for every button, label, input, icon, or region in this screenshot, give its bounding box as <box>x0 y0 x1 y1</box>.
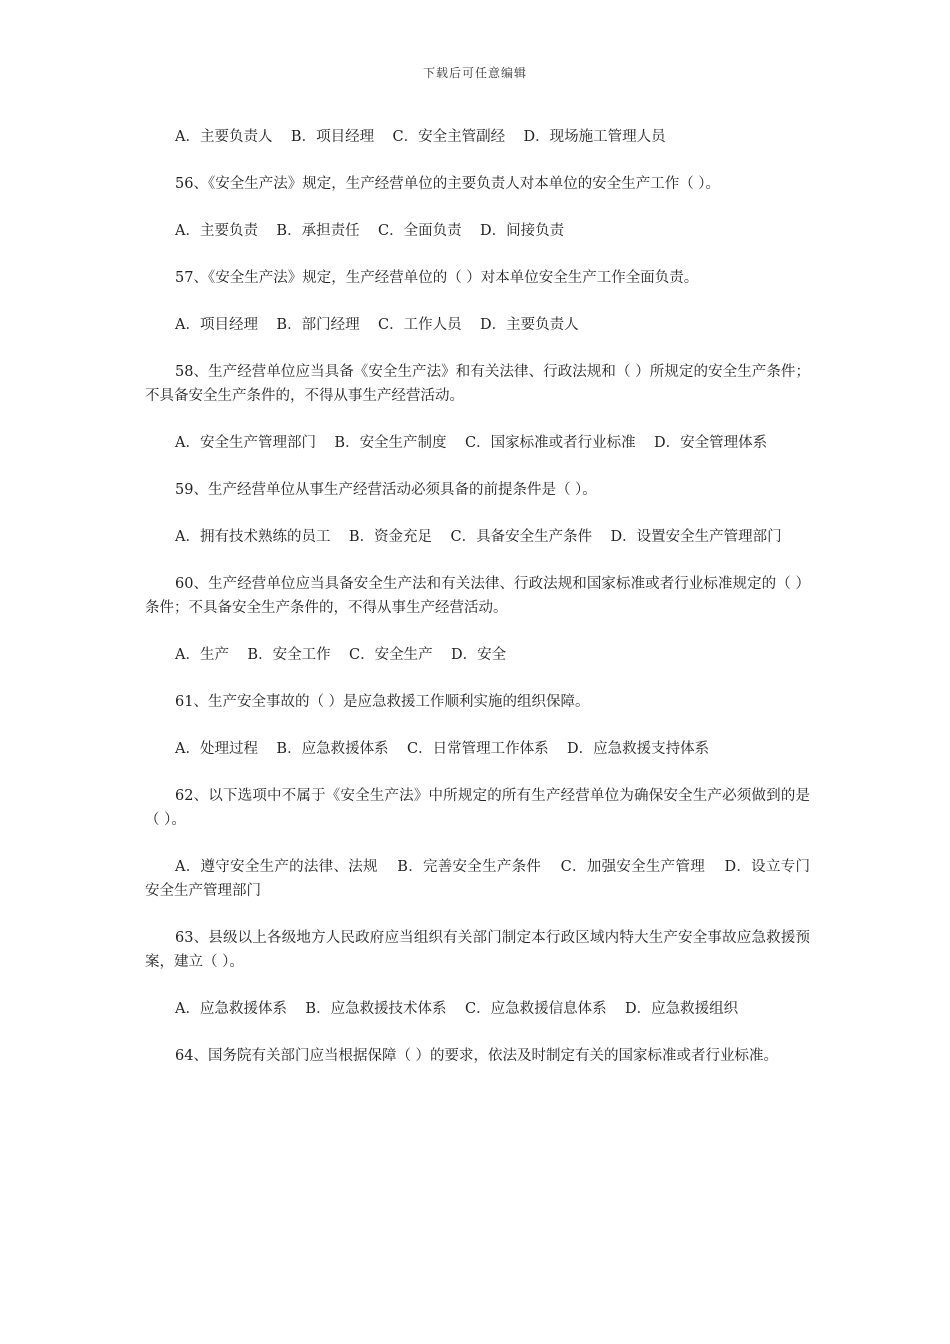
answer-options-55: A．主要负责人 B．项目经理 C．安全主管副经 D．现场施工管理人员 <box>175 129 666 145</box>
answer-options-59: A．拥有技术熟练的员工 B．资金充足 C．具备安全生产条件 D．设置安全生产管理部门 <box>175 529 782 545</box>
question-63: 63、县级以上各级地方人民政府应当组织有关部门制定本行政区域内特大生产安全事故应急救援预案，建立（ ）。 <box>145 930 810 970</box>
answer-options-63: A．应急救援体系 B．应急救援技术体系 C．应急救援信息体系 D．应急救援组织 <box>175 1001 739 1017</box>
document-body <box>145 125 810 1091</box>
question-56: 56、《安全生产法》规定，生产经营单位的主要负责人对本单位的安全生产工作（ ）。 <box>175 176 721 192</box>
question-60: 60、生产经营单位应当具备安全生产法和有关法律、行政法规和国家标准或者行业标准规定的（ ）条件；不具备安全生产条件的，不得从事生产经营活动。 <box>145 576 810 616</box>
page-header: 下载后可任意编辑 <box>422 66 527 80</box>
question-61: 61、生产安全事故的（ ）是应急救援工作顺利实施的组织保障。 <box>175 694 590 710</box>
answer-options-58: A．安全生产管理部门 B．安全生产制度 C．国家标准或者行业标准 D．安全管理体系 <box>175 435 768 451</box>
question-59: 59、生产经营单位从事生产经营活动必须具备的前提条件是（ ）。 <box>175 482 597 498</box>
question-62: 62、以下选项中不属于《安全生产法》中所规定的所有生产经营单位为确保安全生产必须做到的是（ ）。 <box>145 788 810 828</box>
question-57: 57、《安全生产法》规定，生产经营单位的（ ）对本单位安全生产工作全面负责。 <box>175 270 699 286</box>
answer-options-56: A．主要负责 B．承担责任 C．全面负责 D．间接负责 <box>175 223 565 239</box>
answer-options-57: A．项目经理 B．部门经理 C．工作人员 D．主要负责人 <box>175 317 579 333</box>
question-64: 64、国务院有关部门应当根据保障（ ）的要求，依法及时制定有关的国家标准或者行业标准。 <box>175 1048 779 1064</box>
answer-options-62: A．遵守安全生产的法律、法规 B．完善安全生产条件 C．加强安全生产管理 D．设立专门安全生产管理部门 <box>145 859 810 899</box>
answer-options-61: A．处理过程 B．应急救援体系 C．日常管理工作体系 D．应急救援支持体系 <box>175 741 710 757</box>
answer-options-60: A．生产 B．安全工作 C．安全生产 D．安全 <box>175 647 507 663</box>
question-58: 58、生产经营单位应当具备《安全生产法》和有关法律、行政法规和（ ）所规定的安全生产条件；不具备安全生产条件的，不得从事生产经营活动。 <box>145 364 810 404</box>
